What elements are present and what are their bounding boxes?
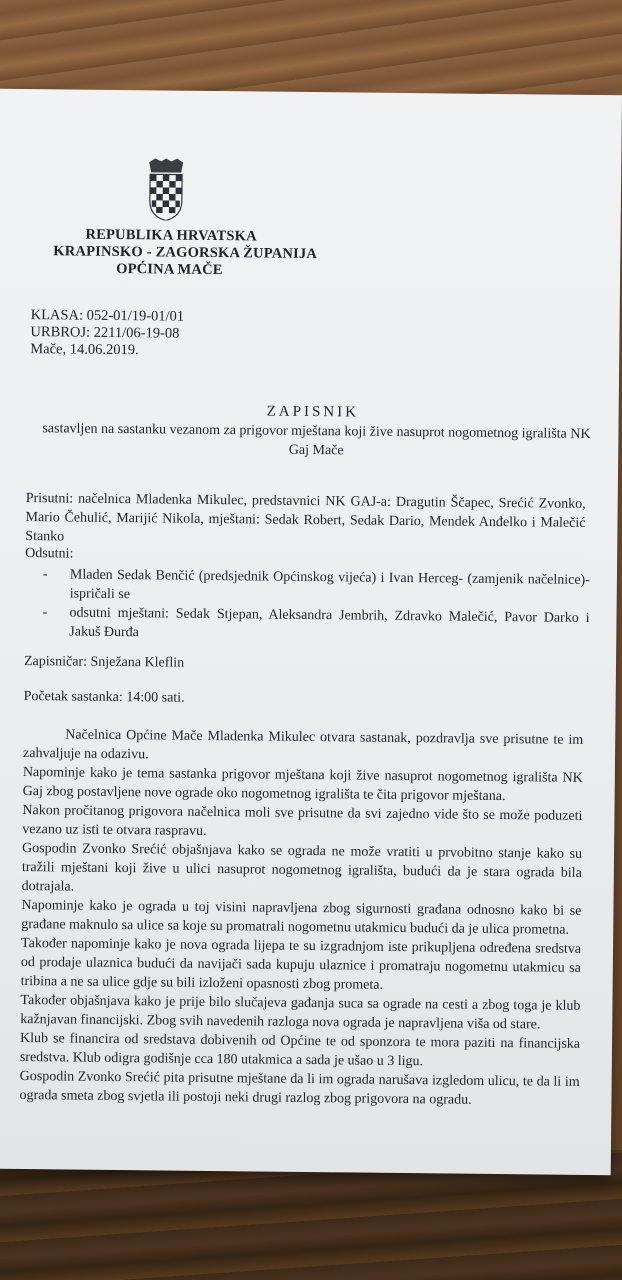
minutes-paragraph: Klub se financira od sredstava dobivenih od Općine te od sponzora te mora paziti na financijska sredstva. Klub odigra godišnje cca 180 utakmica a sada je ušao u 3 ligu. — [19, 1031, 581, 1070]
absent-item-text: Mladen Sedak Benčić (predsjednik Općinskog vijeća) i Ivan Herceg- (zamjenik načelnice)- ispričali se — [69, 567, 590, 603]
minutes-paragraph: Također objašnjava kako je prije bilo slučajeva gađanja suca sa ograde na cesti a zbog toga je klub kažnjavan financijski. Zbog svih navedenih razloga nova ograda je napravljena viša od stare. — [20, 993, 581, 1033]
bullet-dash: - — [42, 567, 48, 583]
document-page — [0, 89, 622, 1175]
absent-item-text: odsutni mještani: Sedak Stjepan, Aleksandra Jembrih, Zdravko Malečić, Pavor Darko i Jakuš Đurđa — [69, 605, 590, 641]
document-title: ZAPISNIK — [266, 403, 360, 421]
header-county: KRAPINSKO - ZAGORSKA ŽUPANIJA — [53, 243, 318, 263]
meeting-minutes-body — [19, 725, 583, 1111]
minutes-paragraph: Gospodin Zvonko Srećić objašnjava kako se ograda ne može vratiti u prvobitno stanje kako su tražili mještani koji žive u ulici nasuprot nogometnog igrališta, budući da je stara ograda bila dotrajala. — [21, 841, 583, 895]
header-municipality: OPĆINA MAČE — [116, 260, 223, 279]
minutes-paragraph: Gospodin Zvonko Srećić pita prisutne mještane da li im ograda narušava izgledom ulicu, te da li im ograda smeta zbog svjetla ili postoji neki drugi razlog zbog prigovora na ogradu. — [19, 1069, 580, 1108]
minutes-paragraph: Nakon pročitanog prigovora načelnica moli sve prisutne da svi zajedno vide što se može poduzeti vezano uz isti te otvara raspravu. — [22, 803, 583, 839]
minutes-paragraph: Također napominje kako je nova ograda lijepa te su izgradnjom iste prikupljena određena sredstva od prodaje ulaznica budući da navijači sada kupuju ulaznice i promatraju nogometnu utakmicu sa tribina a ne sa ulice gdje su bili izloženi opasnosti zbog prometa. — [20, 936, 582, 993]
coat-of-arms-icon — [146, 158, 187, 220]
minutes-paragraph: Napominje kako je ograda u toj visini napravljena zbog sigurnosti građana odnosno kako bi se građane maknulo sa ulice sa koje su promatrali nogometnu utakmicu budući da je ulica prometna. — [21, 898, 582, 938]
document-date: Mače, 14.06.2019. — [30, 341, 139, 359]
minutes-paragraph: Napominje kako je tema sastanka prigovor mještana koji žive nasuprot nogometnog igrališta NK Gaj zbog postavljene nove ograde oko nogometnog igrališta te čita prigovor mještana. — [22, 765, 583, 805]
absent-label: Odsutni: — [25, 546, 74, 562]
recorder: Zapisničar: Snježana Kleflin — [23, 654, 185, 671]
meeting-start: Početak sastanka: 14:00 sati. — [23, 689, 185, 706]
present-list: Prisutni: načelnica Mladenka Mikulec, predstavnici NK GAJ-a: Dragutin Ščapec, Srećić Zvonko, Mario Čehulić, Marijić Nikola, mještani: Sedak Robert, Sedak Dario, Mendek Anđelko i Malečić Stanko — [25, 491, 586, 545]
urbroj-number: URBROJ: 2211/06-19-08 — [30, 324, 180, 342]
klasa-number: KLASA: 052-01/19-01/01 — [30, 307, 185, 325]
header-country: REPUBLIKA HRVATSKA — [85, 226, 257, 245]
document-subtitle: sastavljen na sastanku vezanom za prigovor mještana koji žive nasuprot nogometnog igrališta NK Gaj Mače — [42, 421, 591, 459]
bullet-dash: - — [42, 605, 48, 621]
minutes-paragraph: Načelnica Općine Mače Mladenka Mikulec otvara sastanak, pozdravlja sve prisutne te im zahvaljuje na odazivu. — [22, 727, 584, 763]
